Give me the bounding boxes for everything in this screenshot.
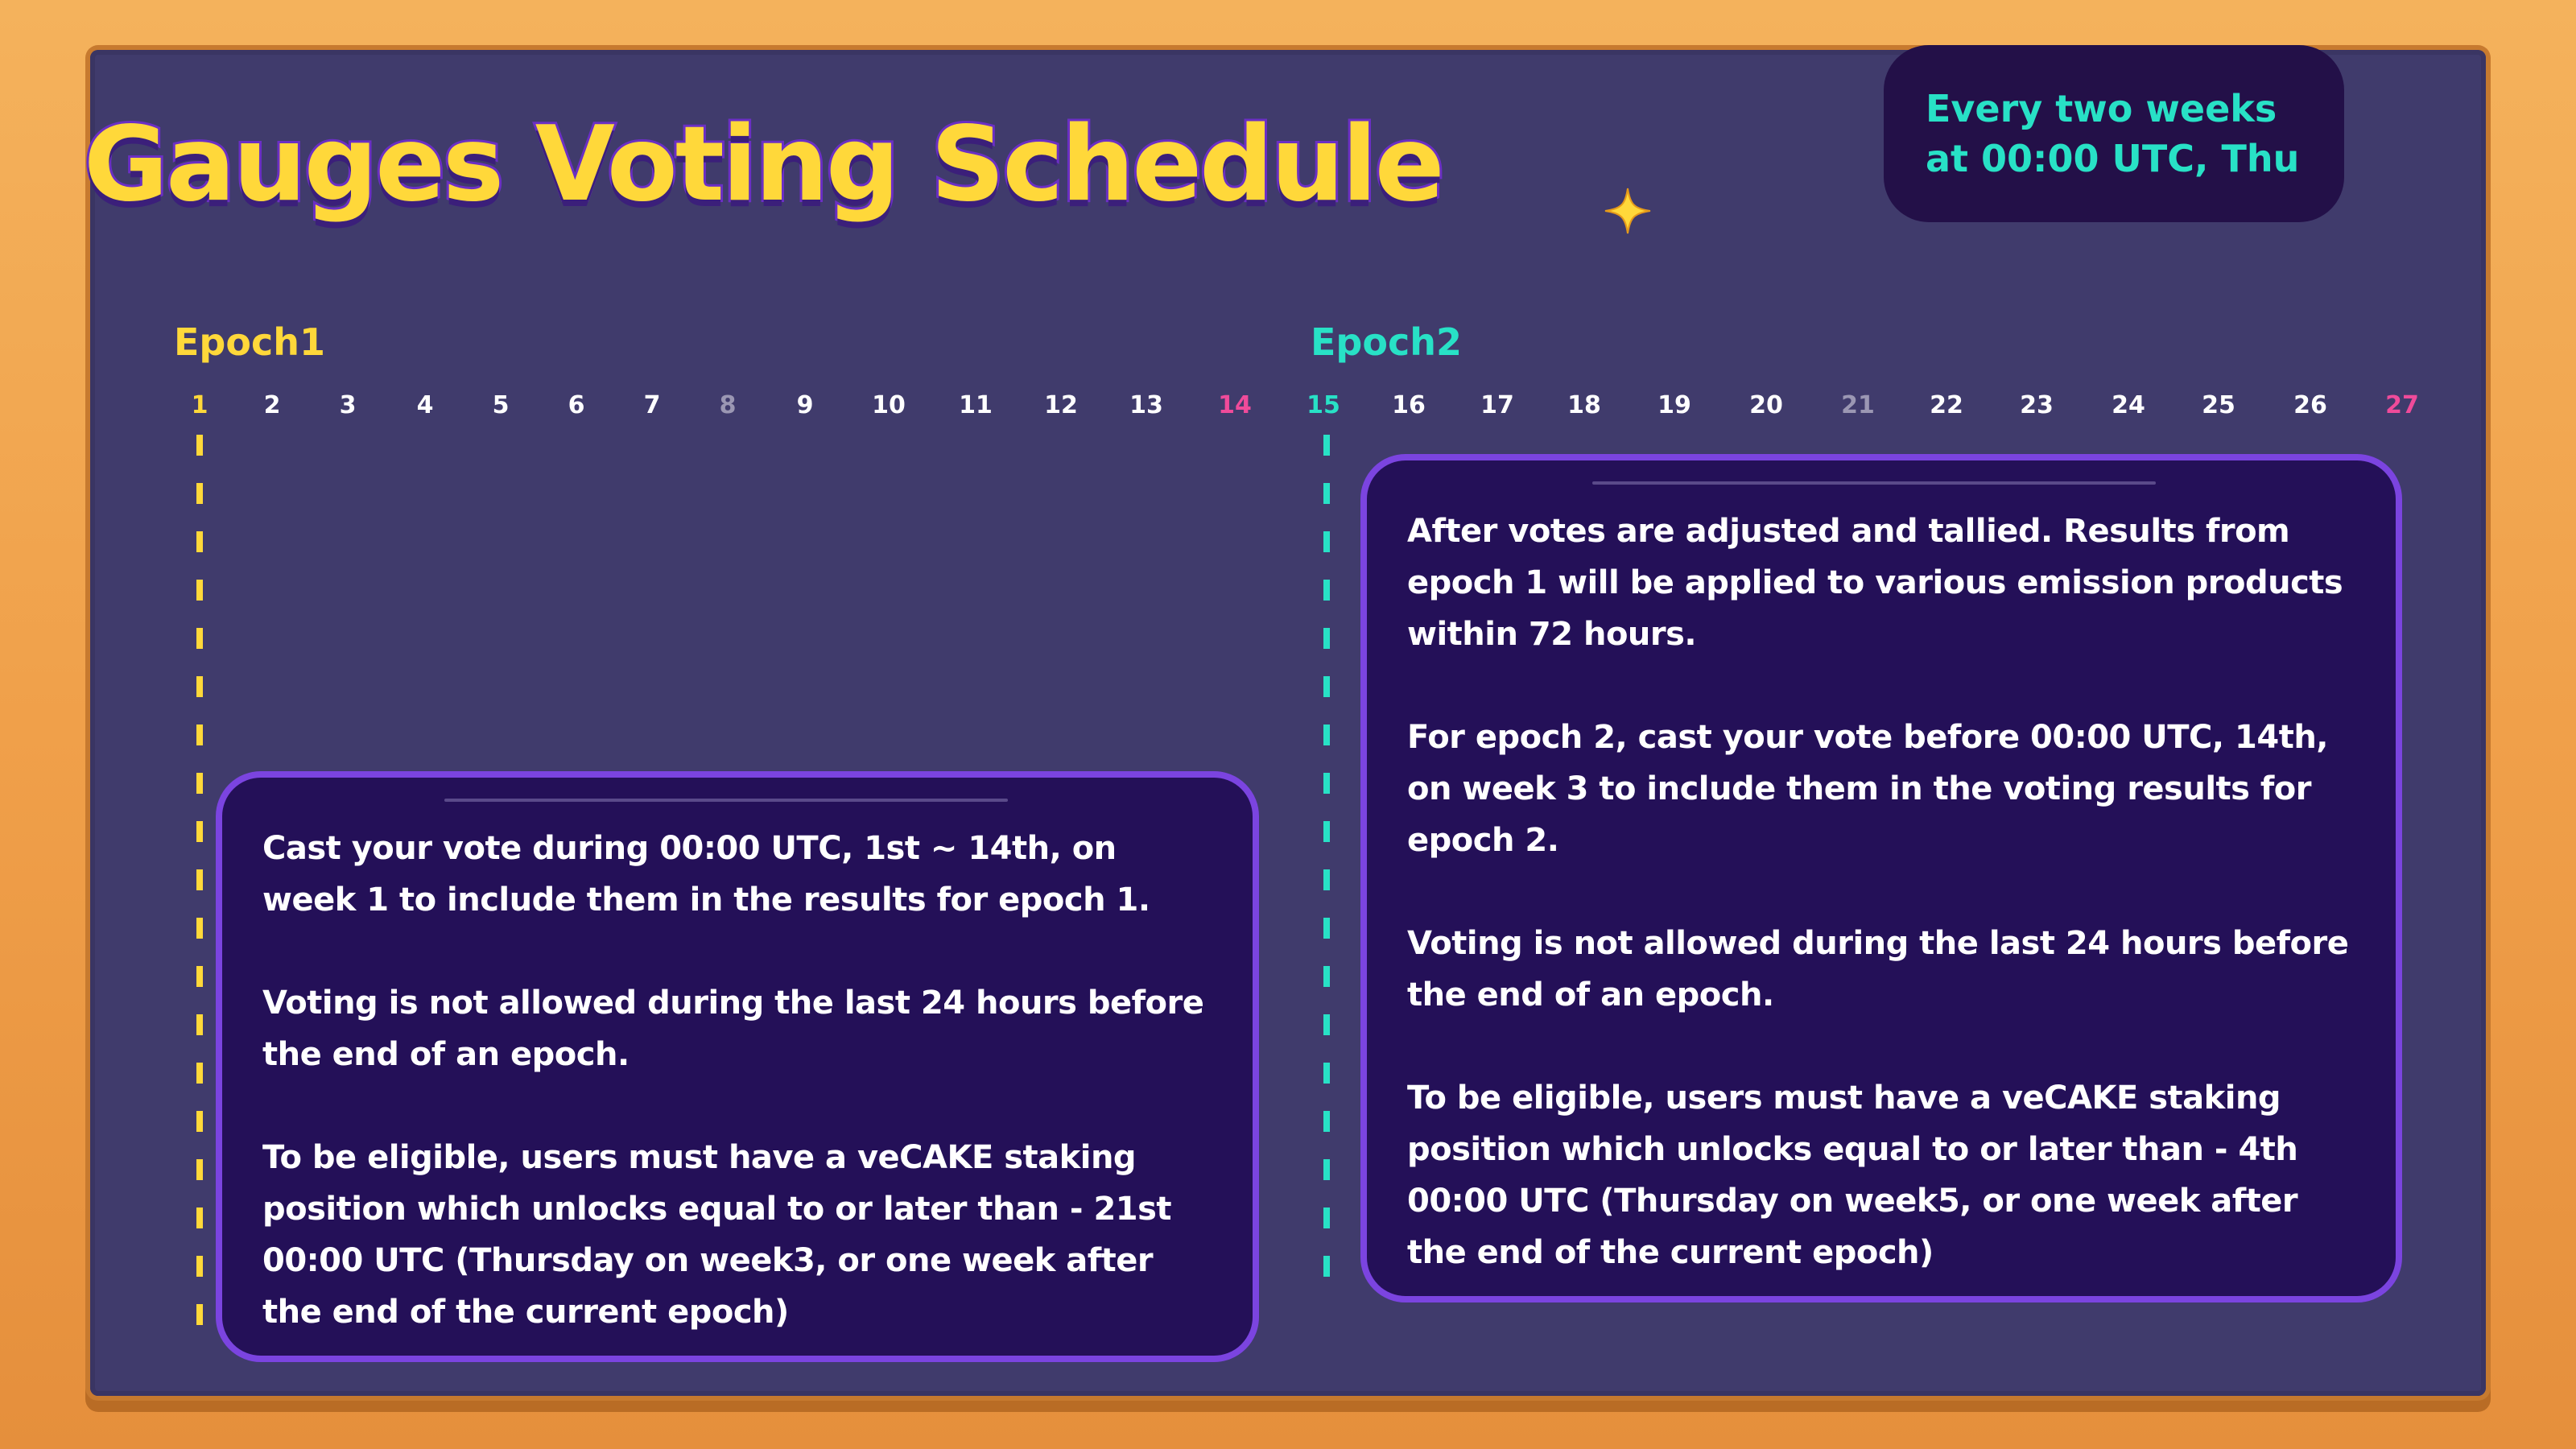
day-tick-22: 22 [1930,391,1963,419]
day-tick-17: 17 [1480,391,1514,419]
epoch2-start-line [1323,435,1330,1288]
badge-line-1: Every two weeks [1926,87,2277,130]
day-tick-27: 27 [2385,391,2419,419]
epoch2-info-card [1360,454,2402,1302]
day-tick-5: 5 [492,391,510,419]
day-tick-11: 11 [959,391,993,419]
epoch2-paragraph: For epoch 2, cast your vote before 00:00 UTC, 14th, on week 3 to include them in the voting results for epoch 2. [1407,719,2328,859]
card-divider [444,799,1008,802]
day-tick-23: 23 [2020,391,2054,419]
day-tick-16: 16 [1392,391,1426,419]
epoch2-paragraph: To be eligible, users must have a veCAKE staking position which unlocks equal to or later than - 4th 00:00 UTC (Thursday on week5, or one week after the end of the current epoch) [1407,1080,2298,1271]
badge-line-2: at 00:00 UTC, Thu [1926,137,2300,180]
day-tick-8: 8 [719,391,737,419]
epoch1-paragraph: To be eligible, users must have a veCAKE staking position which unlocks equal to or later than - 21st 00:00 UTC (Thursday on week3, or one week after the end of the current epoch) [262,1139,1172,1331]
day-tick-15: 15 [1307,391,1340,419]
day-tick-24: 24 [2112,391,2145,419]
sparkle-icon [1602,185,1653,237]
epoch1-info-card [216,771,1259,1362]
day-tick-26: 26 [2293,391,2327,419]
day-tick-14: 14 [1218,391,1252,419]
day-tick-7: 7 [643,391,661,419]
epoch2-paragraph: After votes are adjusted and tallied. Results from epoch 1 will be applied to various emission products within 72 hours. [1407,513,2343,653]
day-tick-21: 21 [1841,391,1875,419]
day-tick-13: 13 [1129,391,1163,419]
epoch2-label: Epoch2 [1311,320,1462,364]
day-tick-25: 25 [2202,391,2235,419]
epoch1-label: Epoch1 [174,320,325,364]
day-tick-12: 12 [1044,391,1078,419]
day-tick-4: 4 [416,391,434,419]
day-tick-3: 3 [339,391,357,419]
day-tick-2: 2 [263,391,281,419]
day-timeline [0,391,2576,423]
day-tick-19: 19 [1657,391,1691,419]
day-tick-18: 18 [1567,391,1601,419]
day-tick-10: 10 [872,391,906,419]
epoch1-paragraph: Voting is not allowed during the last 24 hours before the end of an epoch. [262,985,1204,1073]
epoch1-start-line [196,435,203,1352]
card-divider [1592,481,2156,485]
day-tick-6: 6 [568,391,585,419]
schedule-badge [1884,45,2344,222]
day-tick-9: 9 [796,391,814,419]
day-tick-1: 1 [191,391,208,419]
epoch2-paragraph: Voting is not allowed during the last 24 hours before the end of an epoch. [1407,925,2349,1013]
page-title: Gauges Voting Schedule [84,105,1443,225]
day-tick-20: 20 [1749,391,1783,419]
epoch1-paragraph: Cast your vote during 00:00 UTC, 1st ~ 14th, on week 1 to include them in the results for epoch 1. [262,830,1150,919]
